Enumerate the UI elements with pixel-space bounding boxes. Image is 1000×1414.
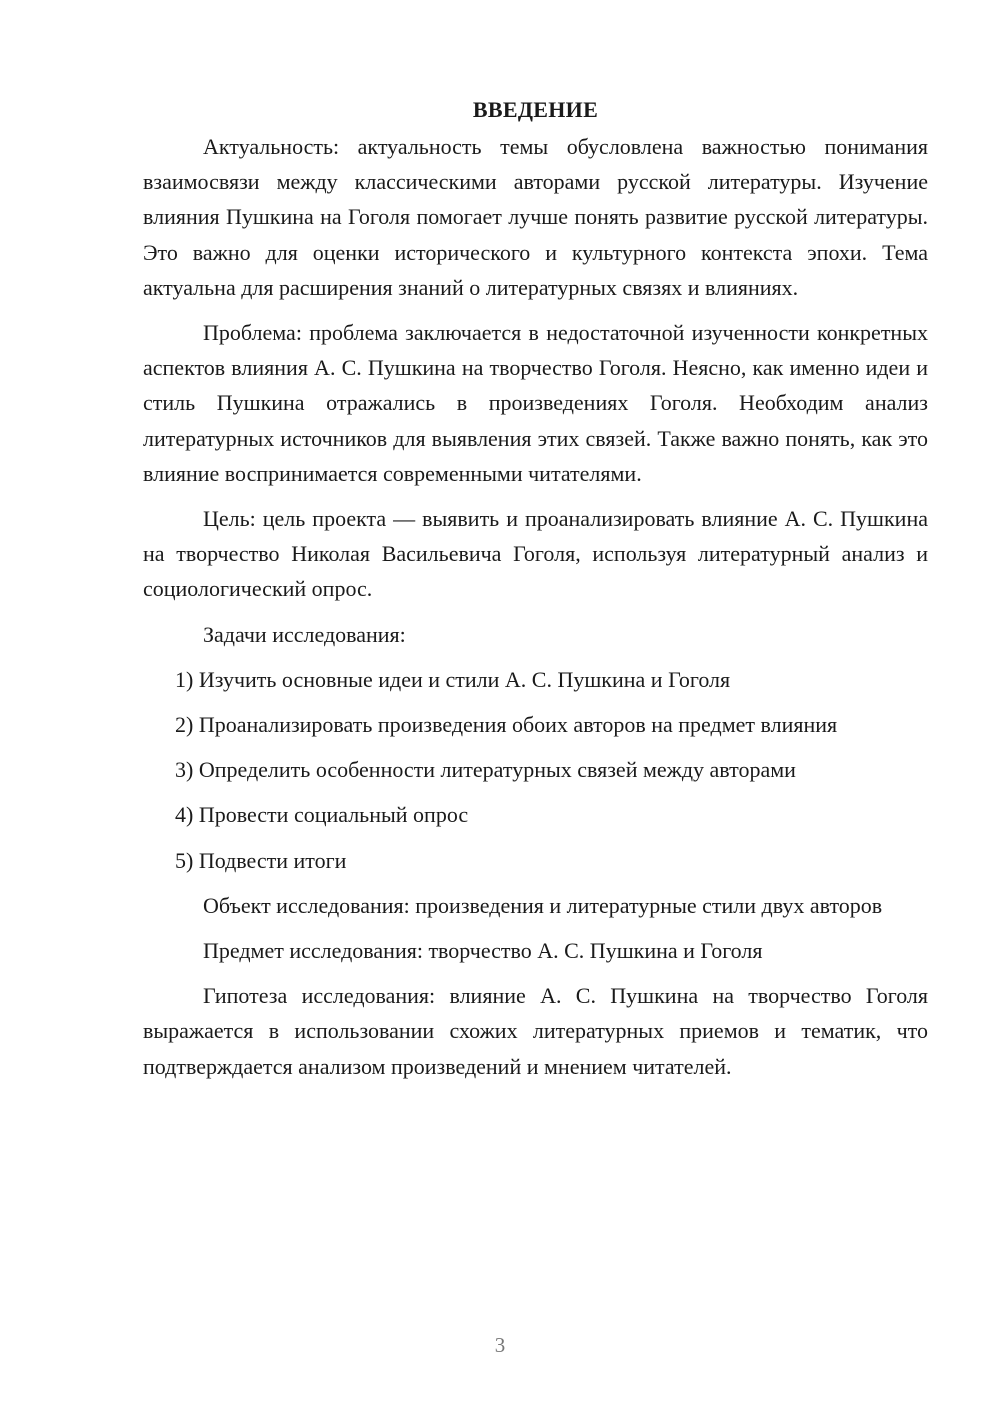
document-page bbox=[143, 92, 928, 1084]
paragraph-object: Объект исследования: произведения и литературные стили двух авторов bbox=[203, 892, 883, 918]
page-number: 3 bbox=[494, 1333, 506, 1357]
paragraph-goal: Цель: цель проекта — выявить и проанализировать влияние А. С. Пушкина на творчество Николая Васильевича Гоголя, используя литературный анализ и социологический опрос. bbox=[143, 506, 928, 602]
paragraph-relevance: Актуальность: актуальность темы обусловлена важностью понимания взаимосвязи между классическими авторами русской литературы. Изучение влияния Пушкина на Гоголя помогает лучше понять развитие русской литературы. Это важно для оценки исторического и культурного контекста эпохи. Тема актуальна для расширения знаний о литературных связях и влияниях. bbox=[143, 134, 928, 300]
paragraph-subject: Предмет исследования: творчество А. С. Пушкина и Гоголя bbox=[203, 938, 763, 964]
task-item: 2) Проанализировать произведения обоих авторов на предмет влияния bbox=[175, 712, 838, 738]
section-heading: ВВЕДЕНИЕ bbox=[472, 97, 599, 122]
task-item: 1) Изучить основные идеи и стили А. С. Пушкина и Гоголя bbox=[175, 666, 731, 692]
paragraph-tasks-intro: Задачи исследования: bbox=[203, 621, 406, 647]
paragraph-problem: Проблема: проблема заключается в недостаточной изученности конкретных аспектов влияния А. С. Пушкина на творчество Гоголя. Неясно, как именно идеи и стиль Пушкина отражались в произведениях Гоголя. Необходим анализ литературных источников для выявления этих связей. Также важно понять, как это влияние воспринимается современными читателями. bbox=[143, 320, 928, 486]
task-item: 3) Определить особенности литературных связей между авторами bbox=[175, 757, 796, 783]
paragraph-hypothesis: Гипотеза исследования: влияние А. С. Пушкина на творчество Гоголя выражается в использовании схожих литературных приемов и тематик, что подтверждается анализом произведений и мнением читателей. bbox=[143, 983, 928, 1079]
task-item: 5) Подвести итоги bbox=[175, 847, 347, 873]
task-item: 4) Провести социальный опрос bbox=[175, 802, 469, 828]
